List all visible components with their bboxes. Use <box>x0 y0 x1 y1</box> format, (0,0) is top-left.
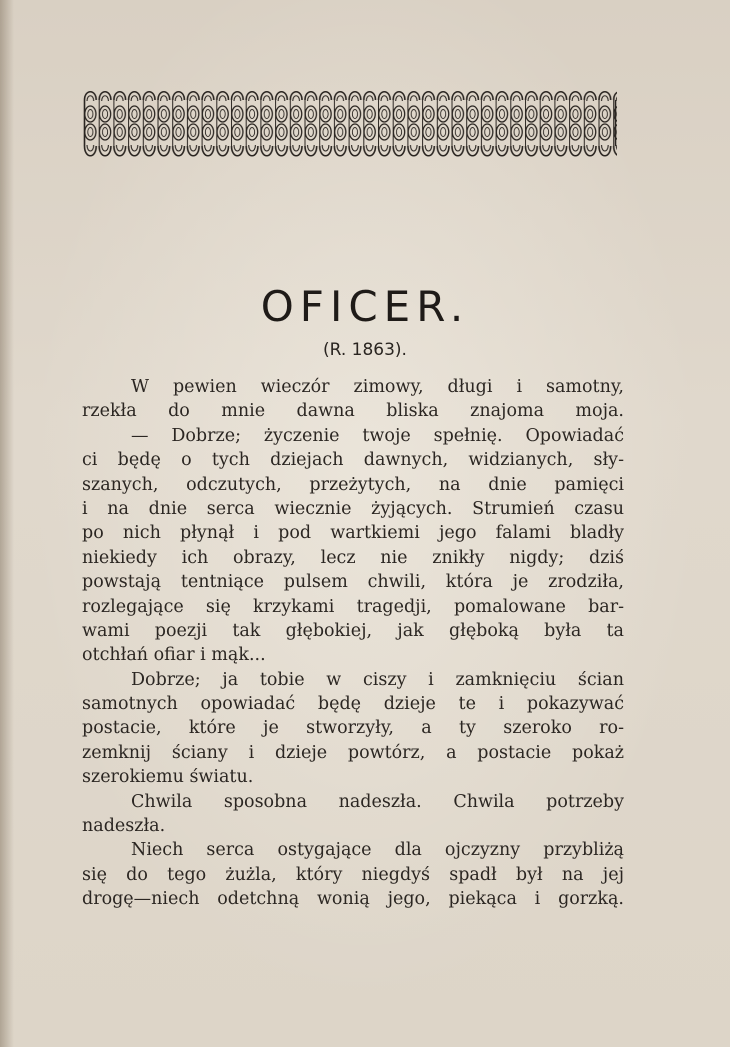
text-line: wami poezji tak głębokiej, jak głęboką była ta <box>82 620 624 641</box>
text-line: rozlegające się krzykami tragedji, pomalowane bar- <box>82 596 624 617</box>
text-line: powstają tentniące pulsem chwili, która je zrodziła, <box>82 572 624 593</box>
text-line: postacie, które je stworzyły, a ty szeroko ro- <box>82 718 624 739</box>
ornamental-band-icon <box>83 86 617 162</box>
text-line: Niech serca ostygające dla ojczyzny przybliżą <box>131 840 624 861</box>
chapter-subtitle: (R. 1863). <box>323 340 407 360</box>
text-line: nadeszła. <box>82 816 166 837</box>
text-line: Dobrze; ja tobie w ciszy i zamknięciu ścian <box>131 669 624 690</box>
text-line: i na dnie serca wiecznie żyjących. Strumień czasu <box>82 498 624 519</box>
text-line: ci będę o tych dziejach dawnych, widzianych, sły- <box>82 450 624 471</box>
text-line: — Dobrze; życzenie twoje spełnię. Opowiadać <box>131 425 624 446</box>
text-line: drogę—niech odetchną wonią jego, piekąca i gorzką. <box>82 889 624 910</box>
text-line: szanych, odczutych, przeżytych, na dnie pamięci <box>82 474 624 495</box>
text-line: niekiedy ich obrazy, lecz nie znikły nigdy; dziś <box>82 547 624 568</box>
text-line: zemknij ściany i dzieje powtórz, a postacie pokaż <box>82 742 624 763</box>
page-gutter-shadow <box>0 0 14 1047</box>
text-line: otchłań ofiar i mąk... <box>82 645 266 666</box>
text-line: się do tego żużla, który niegdyś spadł był na jej <box>82 864 624 885</box>
text-line: po nich płynął i pod wartkiemi jego falami bladły <box>82 523 624 544</box>
text-line: rzekła do mnie dawna bliska znajoma moja. <box>82 401 624 422</box>
body-text <box>82 375 624 912</box>
text-line: W pewien wieczór zimowy, długi i samotny, <box>131 377 624 397</box>
text-line: szerokiemu światu. <box>82 767 254 788</box>
text-line: samotnych opowiadać będę dzieje te i pokazywać <box>82 694 624 715</box>
text-line: Chwila sposobna nadeszła. Chwila potrzeby <box>131 791 624 812</box>
chapter-title: OFICER. <box>260 282 470 331</box>
